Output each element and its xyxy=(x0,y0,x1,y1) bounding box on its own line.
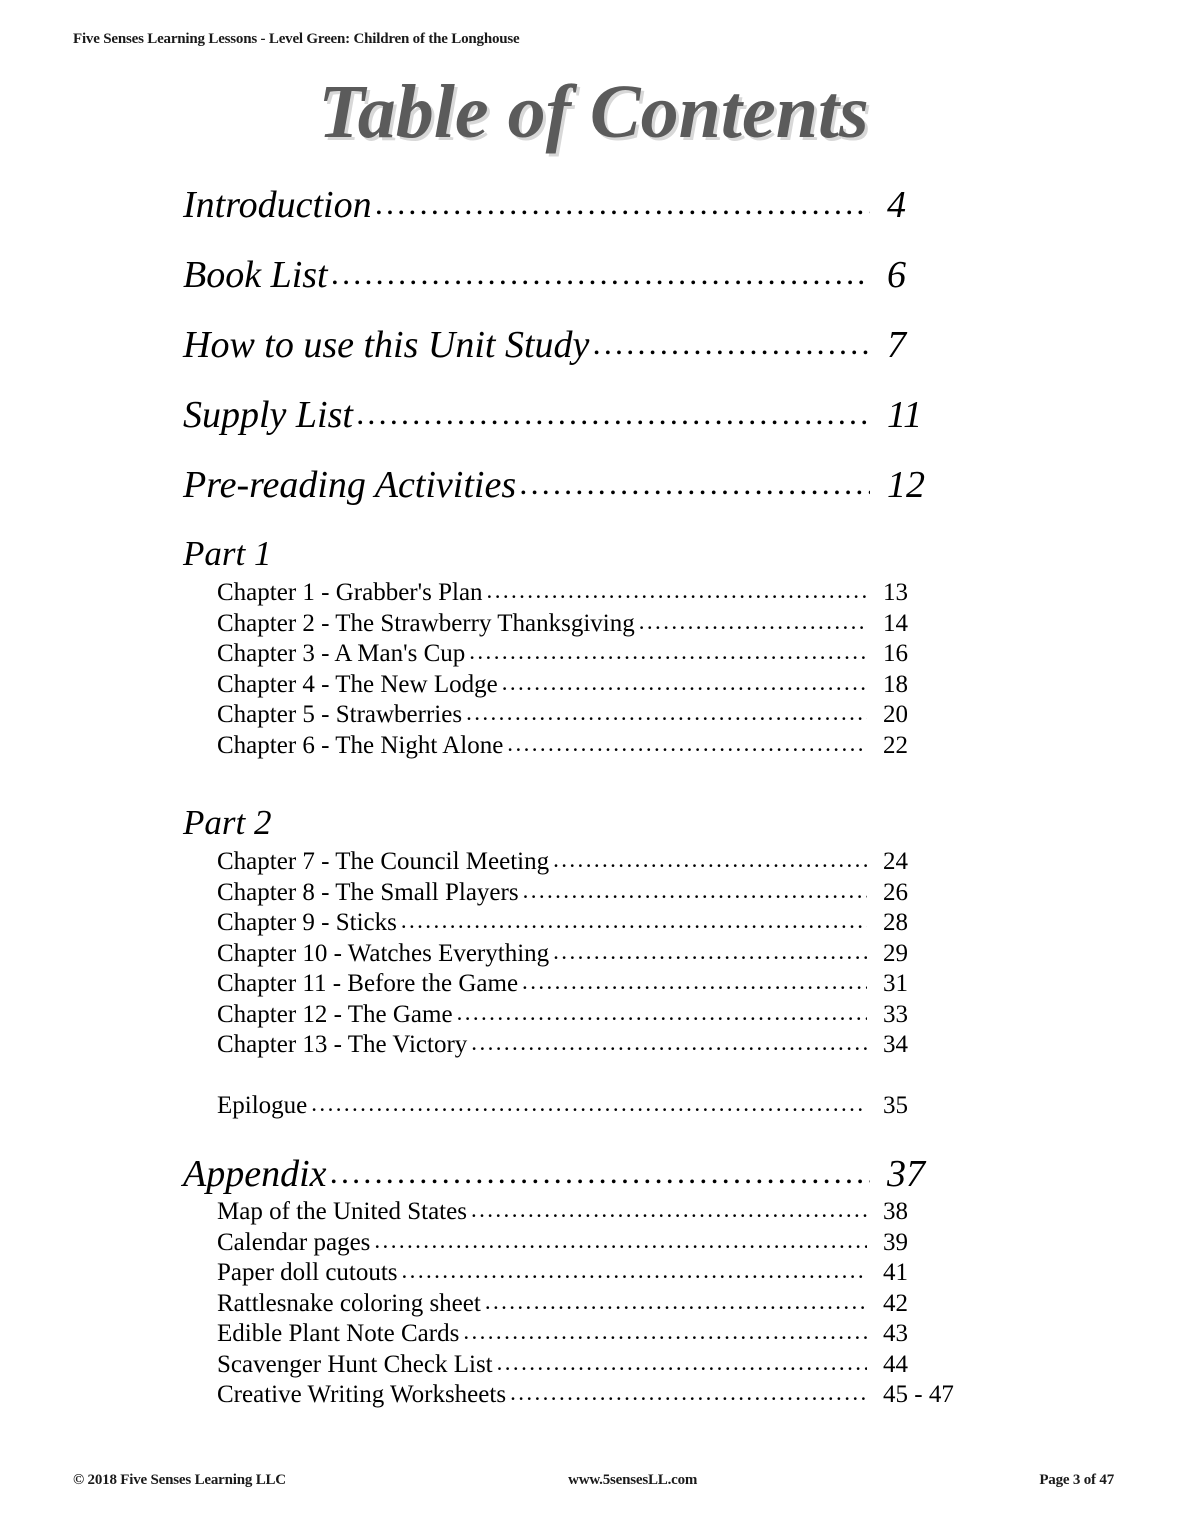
toc-entry-label: Chapter 4 - The New Lodge xyxy=(217,670,498,698)
dot-leader xyxy=(357,397,870,429)
toc-entry-chapter[interactable] xyxy=(217,941,973,966)
toc-entry-page: 16 xyxy=(883,640,908,667)
toc-entry-label: Creative Writing Worksheets xyxy=(217,1381,507,1408)
section-spacer xyxy=(183,763,973,799)
dot-leader xyxy=(331,1156,870,1188)
dot-leader xyxy=(510,1381,867,1404)
toc-entry-page: 13 xyxy=(883,579,908,606)
toc-entry-label: Edible Plant Note Cards xyxy=(217,1320,460,1347)
dot-leader xyxy=(522,970,867,993)
toc-entry-chapter[interactable] xyxy=(217,580,973,605)
toc-entry-label: Paper doll cutouts xyxy=(217,1259,398,1286)
toc-entry-page: 29 xyxy=(883,939,908,967)
toc-entry-page: 12 xyxy=(887,464,925,506)
toc-entry-page: 7 xyxy=(887,324,906,366)
toc-entry-page: 42 xyxy=(883,1289,908,1317)
toc-entry-page: 4 xyxy=(887,184,906,226)
toc-entry-chapter[interactable] xyxy=(217,880,973,905)
toc-entry-appendix-item[interactable] xyxy=(217,1230,973,1255)
toc-entry-page: 38 xyxy=(883,1198,908,1225)
dot-leader xyxy=(487,579,867,602)
toc-entry-chapter[interactable] xyxy=(217,641,973,666)
dot-leader xyxy=(502,671,867,694)
dot-leader xyxy=(401,909,867,932)
toc-entry-main[interactable] xyxy=(183,466,973,504)
toc-entry-label: Chapter 9 - Sticks xyxy=(217,909,397,936)
toc-entry-page: 20 xyxy=(883,701,908,728)
toc-entry-page: 22 xyxy=(883,731,908,759)
toc-entry-chapter[interactable] xyxy=(217,733,973,758)
toc-entry-label: Epilogue xyxy=(217,1091,308,1119)
toc-entry-appendix-item[interactable] xyxy=(217,1321,973,1346)
toc-entry-page: 26 xyxy=(883,878,908,906)
table-of-contents xyxy=(183,186,973,1413)
toc-entry-page: 43 xyxy=(883,1320,908,1347)
section-spacer xyxy=(183,1123,973,1153)
page-title: Table of Contents xyxy=(318,70,869,154)
toc-entry-label: Rattlesnake coloring sheet xyxy=(217,1289,481,1317)
toc-entry-chapter[interactable] xyxy=(217,849,973,874)
toc-entry-chapter[interactable] xyxy=(217,971,973,996)
toc-entry-chapter[interactable] xyxy=(217,702,973,727)
toc-entry-label: Supply List xyxy=(183,394,353,436)
page-footer xyxy=(73,1472,1114,1489)
toc-entry-label: Scavenger Hunt Check List xyxy=(217,1350,493,1378)
footer-copyright: © 2018 Five Senses Learning LLC xyxy=(73,1472,286,1488)
dot-leader xyxy=(553,848,867,871)
dot-leader xyxy=(457,1001,867,1024)
toc-entry-label: Chapter 10 - Watches Everything xyxy=(217,939,550,967)
epilogue-spacer xyxy=(183,1063,973,1093)
toc-entry-label: Chapter 12 - The Game xyxy=(217,1000,453,1028)
toc-entry-label: Chapter 13 - The Victory xyxy=(217,1031,468,1058)
toc-entry-label: Chapter 5 - Strawberries xyxy=(217,701,463,728)
toc-entry-page: 14 xyxy=(883,609,908,637)
toc-entry-chapter[interactable] xyxy=(217,910,973,935)
toc-entry-label: Introduction xyxy=(183,184,372,226)
toc-entry-main[interactable] xyxy=(183,396,973,434)
toc-entry-label: Chapter 11 - Before the Game xyxy=(217,970,519,997)
dot-leader xyxy=(639,610,867,633)
dot-leader xyxy=(593,327,870,359)
toc-entry-page: 39 xyxy=(883,1228,908,1256)
toc-entry-chapter[interactable] xyxy=(217,611,973,636)
toc-entry-main[interactable] xyxy=(183,186,973,224)
toc-part1-section xyxy=(183,536,973,758)
footer-page-number: Page 3 of 47 xyxy=(1039,1472,1114,1488)
toc-entry-page: 6 xyxy=(887,254,906,296)
toc-front-matter-section xyxy=(183,186,973,504)
toc-appendix-section xyxy=(183,1155,973,1407)
toc-entry-label: Calendar pages xyxy=(217,1228,371,1256)
dot-leader xyxy=(520,467,870,499)
part-heading-2: Part 2 xyxy=(183,803,272,842)
dot-leader xyxy=(376,187,870,219)
toc-entry-appendix[interactable] xyxy=(183,1155,973,1193)
toc-entry-main[interactable] xyxy=(183,256,973,294)
dot-leader xyxy=(507,732,867,755)
toc-entry-chapter[interactable] xyxy=(217,1002,973,1027)
toc-entry-page: 34 xyxy=(883,1031,908,1058)
dot-leader xyxy=(311,1092,867,1115)
toc-entry-label: Appendix xyxy=(183,1153,327,1195)
toc-entry-label: Chapter 7 - The Council Meeting xyxy=(217,848,550,875)
toc-entry-page: 31 xyxy=(883,970,908,997)
dot-leader xyxy=(553,940,867,963)
dot-leader xyxy=(332,257,870,289)
dot-leader xyxy=(485,1290,867,1313)
toc-part2-section xyxy=(183,805,973,1118)
toc-entry-page: 45 - 47 xyxy=(883,1381,954,1408)
toc-entry-page: 35 xyxy=(883,1091,908,1119)
footer-website[interactable]: www.5sensesLL.com xyxy=(568,1472,698,1488)
toc-entry-epilogue[interactable] xyxy=(217,1093,973,1118)
toc-entry-page: 44 xyxy=(883,1350,908,1378)
toc-entry-appendix-item[interactable] xyxy=(217,1260,973,1285)
toc-entry-appendix-item[interactable] xyxy=(217,1291,973,1316)
toc-entry-label: Map of the United States xyxy=(217,1198,467,1225)
dot-leader xyxy=(497,1351,867,1374)
toc-entry-appendix-item[interactable] xyxy=(217,1199,973,1224)
toc-entry-label: Chapter 2 - The Strawberry Thanksgiving xyxy=(217,609,635,637)
toc-entry-page: 33 xyxy=(883,1000,908,1028)
toc-entry-page: 24 xyxy=(883,848,908,875)
toc-entry-page: 28 xyxy=(883,909,908,936)
dot-leader xyxy=(471,1198,867,1221)
toc-entry-label: How to use this Unit Study xyxy=(183,324,590,366)
toc-entry-label: Chapter 3 - A Man's Cup xyxy=(217,640,466,667)
dot-leader xyxy=(374,1229,867,1252)
toc-entry-chapter[interactable] xyxy=(217,1032,973,1057)
dot-leader xyxy=(463,1320,867,1343)
toc-entry-main[interactable] xyxy=(183,326,973,364)
toc-entry-appendix-item[interactable] xyxy=(217,1352,973,1377)
running-header: Five Senses Learning Lessons - Level Green: Children of the Longhouse xyxy=(73,31,520,47)
toc-entry-chapter[interactable] xyxy=(217,672,973,697)
dot-leader xyxy=(523,879,867,902)
toc-entry-label: Chapter 6 - The Night Alone xyxy=(217,731,504,759)
dot-leader xyxy=(466,701,867,724)
toc-entry-page: 11 xyxy=(887,394,923,436)
part2-chapter-list xyxy=(217,849,973,1057)
toc-entry-label: Book List xyxy=(183,254,328,296)
part1-chapter-list xyxy=(217,580,973,758)
epilogue-list xyxy=(217,1093,973,1118)
toc-entry-label: Chapter 1 - Grabber's Plan xyxy=(217,579,483,606)
part-heading-1: Part 1 xyxy=(183,534,272,573)
dot-leader xyxy=(469,640,867,663)
dot-leader xyxy=(402,1259,867,1282)
dot-leader xyxy=(471,1031,867,1054)
toc-entry-page: 41 xyxy=(883,1259,908,1286)
toc-entry-label: Chapter 8 - The Small Players xyxy=(217,878,519,906)
toc-entry-appendix-item[interactable] xyxy=(217,1382,973,1407)
toc-entry-page: 18 xyxy=(883,670,908,698)
toc-entry-label: Pre-reading Activities xyxy=(183,464,517,506)
toc-entry-page: 37 xyxy=(887,1153,925,1195)
appendix-item-list xyxy=(217,1199,973,1407)
